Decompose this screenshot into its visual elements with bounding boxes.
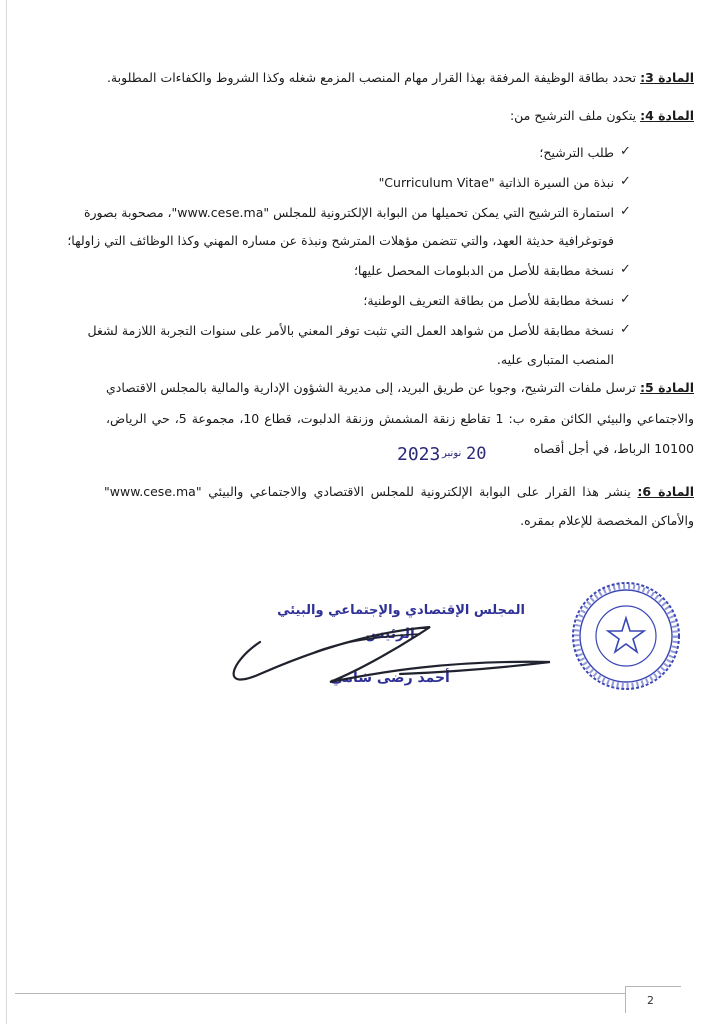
article-5-line-2: والاجتماعي والبيئي الكائن مقره ب: 1 تقاطع زنقة المشمش وزنقة الدلبوت، قطاع 10، مجموعة 5، حي الرياض، [106,411,694,426]
list-item-continuation: المنصب المتبارى عليه. [496,352,614,367]
article-6-line-2: والأماكن المخصصة للإعلام بمقره. [520,513,694,528]
article-5 [106,380,694,396]
check-icon: ✓ [620,144,631,159]
list-item: نسخة مطابقة للأصل من الدبلومات المحصل عليها؛ [353,263,614,278]
date-month: نونبر [442,448,462,459]
check-icon: ✓ [620,292,631,307]
list-item-continuation: فوتوغرافية حديثة العهد، والتي تتضمن مؤهلات المترشح ونبذة عن مساره المهني وكذا الوظائف التي زاولها؛ [67,233,614,248]
article-6-latin: "www.cese.ma" [104,484,202,499]
list-item-text: ، مصحوبة بصورة [83,205,172,220]
handwritten-signature [220,612,560,702]
page-edge [6,0,7,1024]
list-item [379,175,614,191]
list-item-latin: "www.cese.ma" [171,205,270,220]
check-icon: ✓ [620,322,631,337]
article-5-line-3: 10100 الرباط، في أجل أقصاه [533,441,694,456]
list-item-text: نبذة من السيرة الذاتية [498,175,614,190]
article-3-text: تحدد بطاقة الوظيفة المرفقة بهذا القرار مهام المنصب المزمع شغله وكذا الشروط والكفاءات المطلوبة. [106,70,637,85]
list-item: طلب الترشيح؛ [539,145,614,160]
list-item: نسخة مطابقة للأصل من بطاقة التعريف الوطنية؛ [363,293,614,308]
article-6 [104,484,694,500]
article-6-text: ينشر هذا القرار على البوابة الإلكترونية للمجلس الاقتصادي والاجتماعي والبيئي [208,484,631,499]
list-item-latin: "Curriculum Vitae" [378,175,495,190]
article-4 [510,108,694,124]
article-6-label: المادة 6: [637,484,694,499]
page-number: 2 [647,994,654,1007]
signature-role: الرئيس [365,626,415,642]
article-3 [107,70,694,86]
list-item [83,205,614,221]
article-5-label: المادة 5: [640,380,695,395]
check-icon: ✓ [620,174,631,189]
list-item: نسخة مطابقة للأصل من شواهد العمل التي تثبت توفر المعني بالأمر على سنوات التجربة اللازمة لشغل [87,323,614,338]
signature-council: المجلس الإقتصادي والإجتماعي والبيئي [277,603,525,618]
article-3-label: المادة 3: [640,70,694,85]
article-5-text: ترسل ملفات الترشيح، وجوبا عن طريق البريد، إلى مديرية الشؤون الإدارية والمالية بالمجلس الاقتصادي [106,380,636,395]
check-icon: ✓ [620,204,631,219]
date-year: 2023 [397,444,441,465]
article-4-text: يتكون ملف الترشيح من: [509,108,637,123]
footer-rule [15,993,625,994]
list-item-text: استمارة الترشيح التي يمكن تحميلها من البوابة الإلكترونية للمجلس [273,205,614,220]
date-day: 20 [466,444,487,464]
stamp-seal [570,580,682,692]
signature-name: أحمد رضى شامي [330,670,450,686]
article-4-label: المادة 4: [640,108,694,123]
check-icon: ✓ [620,262,631,277]
